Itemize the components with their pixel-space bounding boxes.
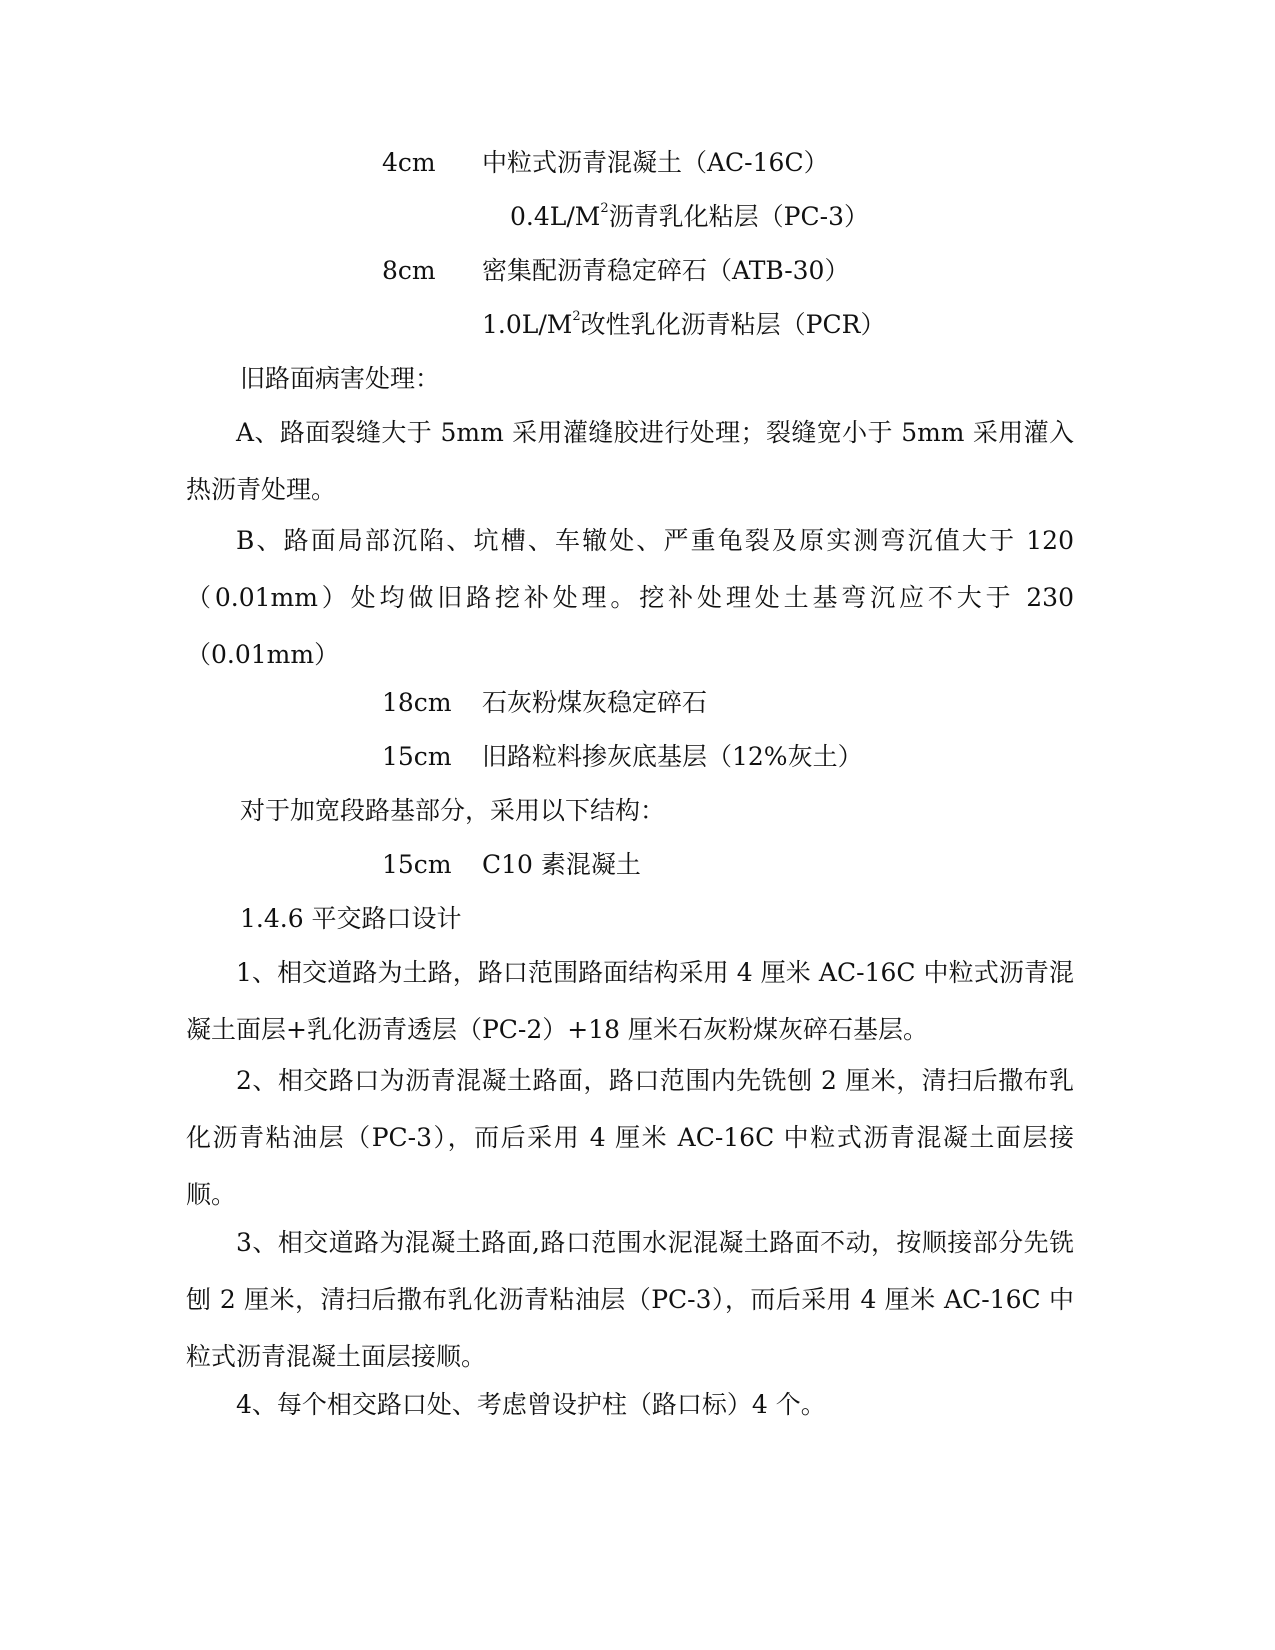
list-item: 4、每个相交路口处、考虑曾设护柱（路口标）4 个。	[236, 1390, 826, 1419]
layer-text: 旧路粒料掺灰底基层（12%灰土）	[482, 742, 863, 771]
layer-text-post: 改性乳化沥青粘层（PCR）	[580, 310, 886, 339]
heading-widening: 对于加宽段路基部分，采用以下结构：	[240, 796, 666, 825]
layer-thickness: 15cm	[382, 742, 452, 771]
layer-text: C10 素混凝土	[482, 850, 641, 879]
layer-row	[482, 308, 885, 342]
para-a-block	[186, 404, 1074, 518]
layer-text: 中粒式沥青混凝土（AC-16C）	[482, 148, 829, 177]
layer-row	[510, 200, 869, 234]
paragraph-a: A、路面裂缝大于 5mm 采用灌缝胶进行处理；裂缝宽小于 5mm 采用灌入热沥青处理。	[186, 418, 1074, 504]
item-4-block	[186, 1376, 1074, 1433]
layer-text-post: 沥青乳化粘层（PC-3）	[608, 202, 869, 231]
list-item: 3、相交道路为混凝土路面,路口范围水泥混凝土路面不动，按顺接部分先铣刨 2 厘米，清扫后撒布乳化沥青粘油层（PC-3），而后采用 4 厘米 AC-16C 中粒式沥青混凝土面层接顺。	[186, 1228, 1074, 1371]
layer-text-sup: 2	[600, 201, 609, 216]
item-2-block	[186, 1052, 1074, 1223]
layer-row	[382, 146, 829, 180]
layer-thickness: 8cm	[382, 256, 436, 285]
layer-row	[382, 740, 863, 774]
layer-thickness: 4cm	[382, 148, 436, 177]
layer-thickness: 18cm	[382, 688, 452, 717]
layer-row	[382, 848, 641, 882]
layer-text: 密集配沥青稳定碎石（ATB-30）	[482, 256, 850, 285]
list-item: 2、相交路口为沥青混凝土路面，路口范围内先铣刨 2 厘米，清扫后撒布乳化沥青粘油层（PC-3），而后采用 4 厘米 AC-16C 中粒式沥青混凝土面层接顺。	[186, 1066, 1074, 1209]
layer-text: 石灰粉煤灰稳定碎石	[482, 688, 708, 717]
section-title: 1.4.6 平交路口设计	[240, 904, 462, 933]
layer-text-pre: 1.0L/M	[482, 310, 573, 339]
list-item: 1、相交道路为土路，路口范围路面结构采用 4 厘米 AC-16C 中粒式沥青混凝土面层+乳化沥青透层（PC-2）+18 厘米石灰粉煤灰碎石基层。	[186, 958, 1074, 1044]
layer-text-pre: 0.4L/M	[510, 202, 601, 231]
item-3-block	[186, 1214, 1074, 1385]
layer-row	[382, 686, 707, 720]
layer-row	[382, 254, 849, 288]
layer-thickness: 15cm	[382, 850, 452, 879]
heading-old-road: 旧路面病害处理：	[240, 364, 441, 393]
layer-text-sup: 2	[572, 309, 581, 324]
paragraph-b: B、路面局部沉陷、坑槽、车辙处、严重龟裂及原实测弯沉值大于 120（0.01mm）处均做旧路挖补处理。挖补处理处土基弯沉应不大于 230（0.01mm）	[186, 526, 1074, 669]
para-b-block	[186, 512, 1074, 683]
item-1-block	[186, 944, 1074, 1058]
